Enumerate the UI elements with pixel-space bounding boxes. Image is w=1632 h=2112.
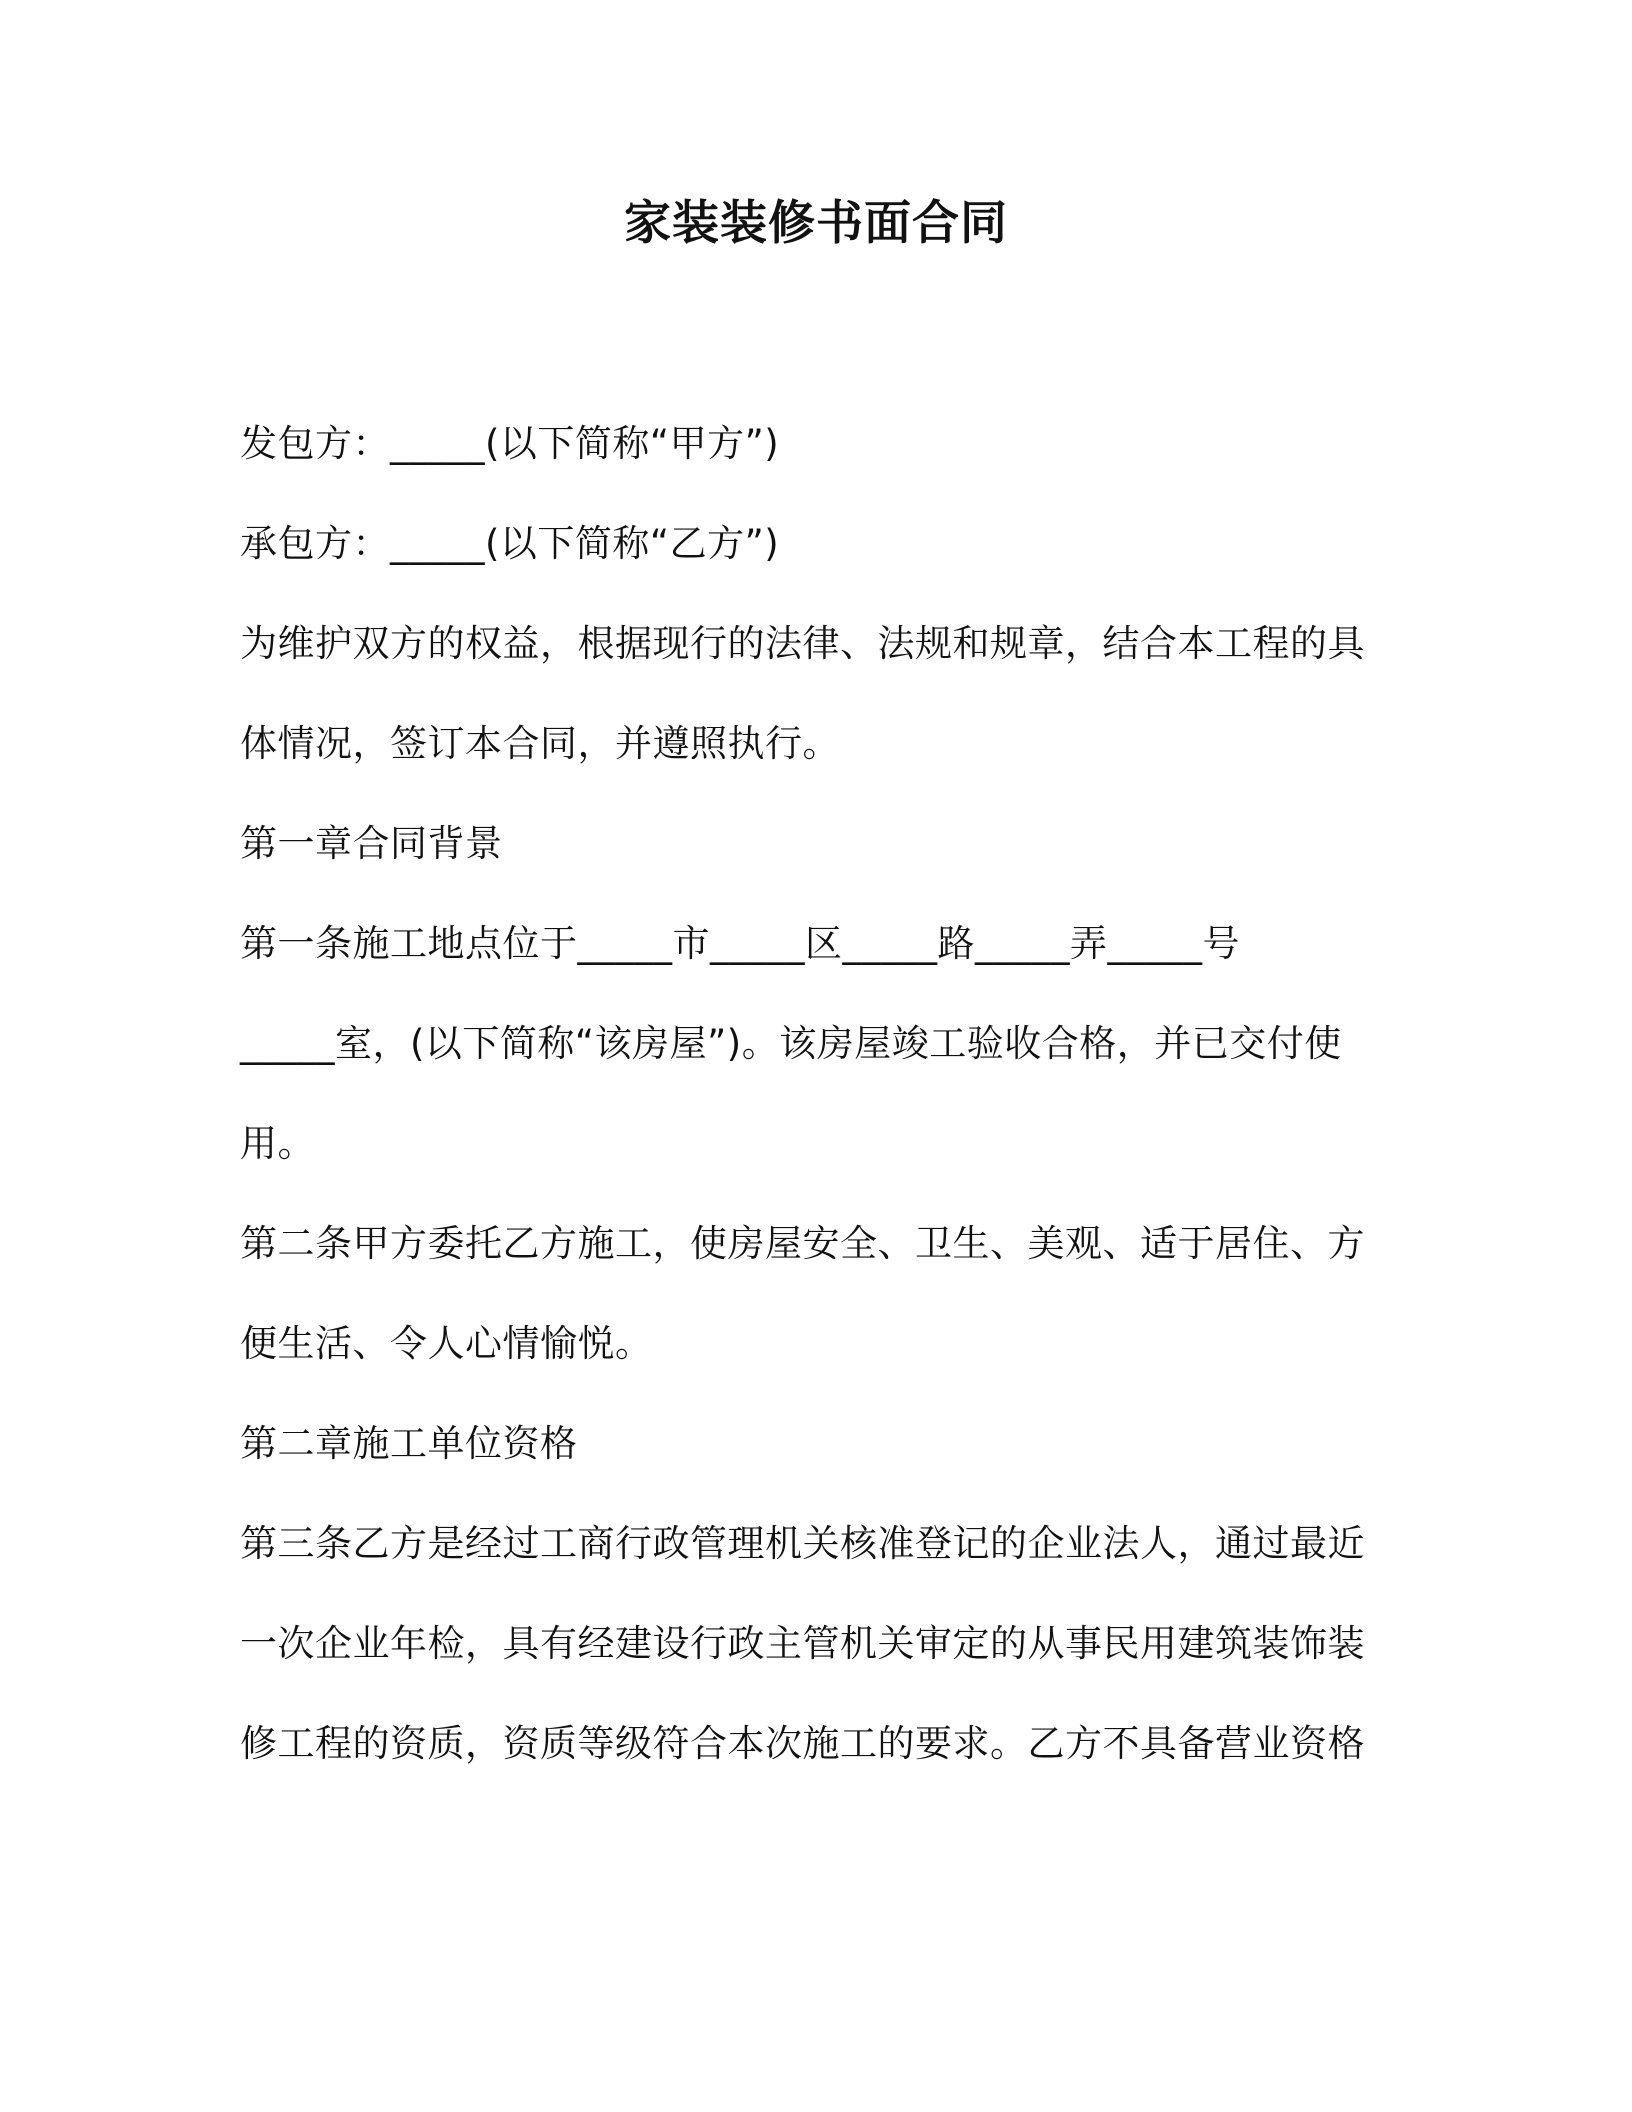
article-3-line-1: 第三条乙方是经过工商行政管理机关核准登记的企业法人，通过最近 — [240, 1522, 1365, 1565]
document-title: 家装装修书面合同 — [624, 196, 1008, 251]
party-b-line: 承包方：_____(以下简称“乙方”) — [240, 522, 780, 565]
article-3-line-2: 一次企业年检，具有经建设行政主管机关审定的从事民用建筑装饰装 — [240, 1622, 1365, 1665]
article-3-line-3: 修工程的资质，资质等级符合本次施工的要求。乙方不具备营业资格 — [240, 1722, 1365, 1765]
article-2-line-2: 便生活、令人心情愉悦。 — [240, 1322, 653, 1365]
article-1-line-2: _____室，(以下简称“该房屋”)。该房屋竣工验收合格，并已交付使 — [240, 1022, 1342, 1065]
article-2-line-1: 第二条甲方委托乙方施工，使房屋安全、卫生、美观、适于居住、方 — [240, 1222, 1365, 1265]
preamble-line-2: 体情况，签订本合同，并遵照执行。 — [240, 722, 840, 765]
party-a-line: 发包方：_____(以下简称“甲方”) — [240, 422, 780, 465]
preamble-line-1: 为维护双方的权益，根据现行的法律、法规和规章，结合本工程的具 — [240, 622, 1365, 665]
article-1-line-1: 第一条施工地点位于_____市_____区_____路_____弄_____号 — [240, 922, 1240, 965]
chapter-2-heading: 第二章施工单位资格 — [240, 1422, 578, 1465]
chapter-1-heading: 第一章合同背景 — [240, 822, 503, 865]
article-1-line-3: 用。 — [240, 1122, 315, 1165]
